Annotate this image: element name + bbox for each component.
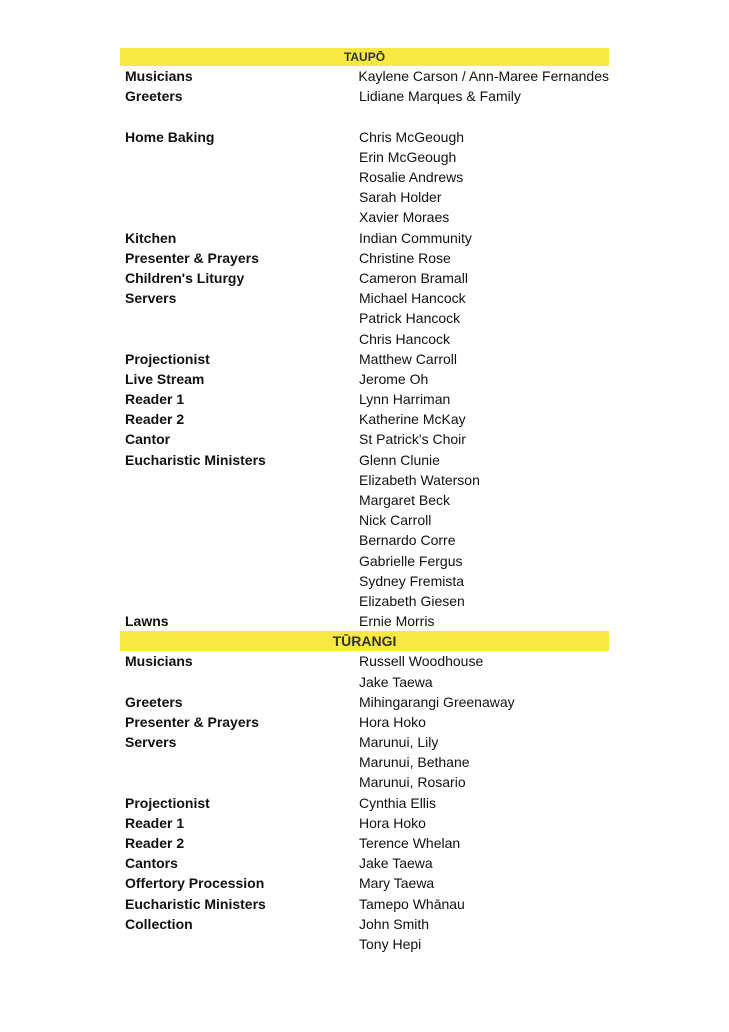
roster-row [120,490,609,510]
volunteer-name: Marunui, Rosario [359,774,466,791]
volunteer-name: Nick Carroll [359,512,432,529]
roster-row [120,591,609,611]
roster-row [120,268,609,288]
volunteer-name: Sydney Fremista [359,572,465,589]
role-label: Reader 1 [125,391,185,408]
role-label: Collection [125,915,193,932]
volunteer-name: Mihingarangi Greenaway [359,693,515,710]
role-label: Eucharistic Ministers [125,451,266,468]
role-label: Reader 1 [125,814,185,831]
volunteer-name: Ernie Morris [359,613,435,630]
volunteer-name: Tony Hepi [359,935,422,952]
section-header: TAUPŌ [120,48,609,66]
role-label: Children's Liturgy [125,269,245,286]
volunteer-name: Sarah Holder [359,189,442,206]
volunteer-name: Matthew Carroll [359,350,458,367]
role-label: Reader 2 [125,835,185,852]
roster-row [120,671,609,691]
role-label: Musicians [125,68,193,85]
volunteer-name: Russell Woodhouse [359,653,484,670]
roster-row [120,389,609,409]
roster-row [120,106,609,126]
volunteer-name: Lynn Harriman [359,391,451,408]
volunteer-name: Jerome Oh [359,370,429,387]
roster-row [120,147,609,167]
volunteer-name: Margaret Beck [359,492,451,509]
role-label: Live Stream [125,370,205,387]
roster-row [120,228,609,248]
roster-row [120,692,609,712]
volunteer-name: Glenn Clunie [359,451,440,468]
roster-row [120,187,609,207]
volunteer-name: Rosalie Andrews [359,169,464,186]
role-label: Cantors [125,855,178,872]
volunteer-name: Kaylene Carson / Ann-Maree Fernandes [358,68,609,85]
volunteer-name: Chris McGeough [359,128,465,145]
volunteer-name: Gabrielle Fergus [359,552,463,569]
role-label: Presenter & Prayers [125,713,259,730]
volunteer-name: Cynthia Ellis [359,794,437,811]
role-label: Eucharistic Ministers [125,895,266,912]
role-label: Greeters [125,88,183,105]
role-label: Home Baking [125,128,215,145]
volunteer-name: Erin McGeough [359,148,457,165]
volunteer-name: John Smith [359,915,430,932]
roster-row [120,349,609,369]
roster-row [120,914,609,934]
roster-sheet [120,48,609,954]
roster-row [120,207,609,227]
section-header: TŪRANGI [120,631,609,651]
roster-row [120,288,609,308]
roster-row [120,894,609,914]
volunteer-name: Elizabeth Waterson [359,471,480,488]
volunteer-name: St Patrick's Choir [359,431,466,448]
volunteer-name: Chris Hancock [359,330,451,347]
volunteer-name: Elizabeth Giesen [359,592,465,609]
roster-row [120,873,609,893]
role-label: Greeters [125,693,183,710]
role-label: Reader 2 [125,411,185,428]
role-label: Offertory Procession [125,875,265,892]
roster-row [120,510,609,530]
roster-row [120,530,609,550]
volunteer-name: Xavier Moraes [359,209,450,226]
roster-row [120,732,609,752]
volunteer-name: Terence Whelan [359,835,461,852]
roster-row [120,752,609,772]
volunteer-name: Christine Rose [359,249,451,266]
role-label: Servers [125,734,177,751]
roster-row [120,571,609,591]
roster-row [120,328,609,348]
volunteer-name: Katherine McKay [359,411,466,428]
roster-row [120,611,609,631]
role-label: Cantor [125,431,171,448]
roster-row [120,853,609,873]
roster-row [120,167,609,187]
volunteer-name: Hora Hoko [359,814,426,831]
roster-row [120,429,609,449]
volunteer-name: Patrick Hancock [359,310,461,327]
roster-row [120,369,609,389]
roster-row [120,712,609,732]
roster-row [120,934,609,954]
roster-row [120,66,609,86]
role-label: Projectionist [125,794,210,811]
roster-row [120,308,609,328]
roster-row [120,651,609,671]
role-label: Musicians [125,653,193,670]
roster-row [120,470,609,490]
role-label: Projectionist [125,350,210,367]
roster-row [120,551,609,571]
role-label: Lawns [125,613,169,630]
volunteer-name: Jake Taewa [359,855,433,872]
volunteer-name: Michael Hancock [359,290,466,307]
volunteer-name: Marunui, Lily [359,734,439,751]
role-label: Kitchen [125,229,177,246]
roster-row [120,813,609,833]
roster-row [120,127,609,147]
roster-row [120,833,609,853]
roster-row [120,86,609,106]
volunteer-name: Cameron Bramall [359,269,468,286]
volunteer-name: Mary Taewa [359,875,435,892]
roster-row [120,248,609,268]
volunteer-name: Lidiane Marques & Family [359,88,521,105]
volunteer-name: Tamepo Whānau [359,895,465,912]
role-label: Presenter & Prayers [125,249,259,266]
volunteer-name: Marunui, Bethane [359,754,470,771]
roster-row [120,772,609,792]
volunteer-name: Jake Taewa [359,673,433,690]
volunteer-name: Indian Community [359,229,472,246]
volunteer-name: Bernardo Corre [359,532,456,549]
roster-row [120,450,609,470]
role-label: Servers [125,290,177,307]
roster-row [120,409,609,429]
roster-row [120,793,609,813]
volunteer-name: Hora Hoko [359,713,426,730]
